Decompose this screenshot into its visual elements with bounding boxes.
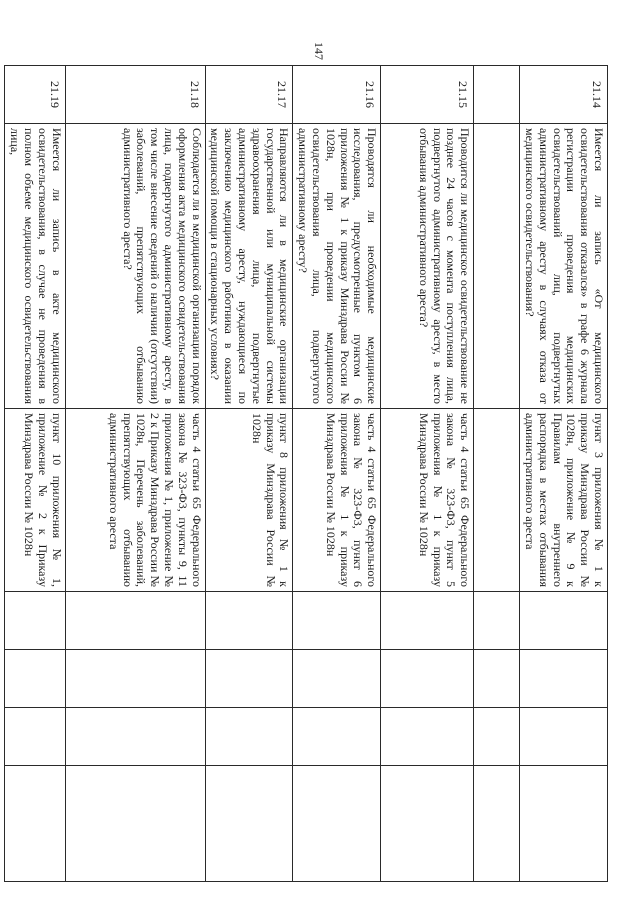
answer-cell — [520, 708, 608, 766]
empty-question-cell — [474, 124, 520, 409]
answer-cell — [293, 650, 381, 708]
reference-cell: часть 4 статьи 65 Федерального закона № 323-Ф3, пункт 5 приложения № 1 к приказу Минздрава России № 1028н — [381, 409, 474, 592]
note-cell — [520, 766, 608, 882]
reference-cell: пункт 3 приложения № 1 к приказу Минздрава России № 1028н, приложение № 9 к Правилам внутреннего распорядка в местах отбывания административного ареста — [520, 409, 608, 592]
table-row — [65, 66, 205, 882]
note-cell — [205, 766, 293, 882]
answer-cell — [5, 592, 65, 650]
answer-cell — [65, 708, 205, 766]
answer-cell — [293, 592, 381, 650]
reference-cell: часть 4 статьи 65 Федерального закона № 323-Ф3, пункты 9, 11 приложения № 1, приложение № 2 к Приказу Минздрава России № 1028н, Перечень заболеваний, препятствующих отбыванию административного ареста — [65, 409, 205, 592]
question-cell: Направляются ли в медицинские организации государственной или муниципальной системы здравоохранения лица, подвергнутые административному аресту, нуждающиеся по заключению медицинского работника в оказании медицинской помощи в стационарных условиях? — [205, 124, 293, 409]
checklist-table — [4, 65, 608, 882]
note-cell — [293, 766, 381, 882]
table-row — [520, 66, 608, 882]
question-cell: Имеется ли запись «От медицинского освидетельствования отказался» в графе 6 журнала регистрации проведения медицинских освидетельствований лиц, подвергнутых административному аресту в случаях отказа от медицинского освидетельствования? — [520, 124, 608, 409]
answer-cell — [474, 592, 520, 650]
table-row — [5, 66, 65, 882]
table-row — [474, 66, 520, 882]
item-number: 21.17 — [205, 66, 293, 124]
question-cell: Имеется ли запись в акте медицинского освидетельствования, в случае не проведения в полном объеме медицинского освидетельствования лица, — [5, 124, 65, 409]
answer-cell — [5, 708, 65, 766]
answer-cell — [474, 708, 520, 766]
item-number: 21.18 — [65, 66, 205, 124]
checklist-table-rotated — [8, 65, 608, 881]
answer-cell — [205, 650, 293, 708]
answer-cell — [381, 708, 474, 766]
table-row — [205, 66, 293, 882]
note-cell — [474, 766, 520, 882]
reference-cell: пункт 10 приложения № 1, приложение № 2 к Приказу Минздрава России № 1028н — [5, 409, 65, 592]
item-number: 21.14 — [520, 66, 608, 124]
note-cell — [65, 766, 205, 882]
reference-cell: пункт 8 приложения № 1 к приказу Минздрава России № 1028н — [205, 409, 293, 592]
table-row — [293, 66, 381, 882]
answer-cell — [474, 650, 520, 708]
question-cell: Соблюдается ли в медицинской организации порядок оформления акта медицинского освидетельствования лица, подвергнутого административному аресту, в том числе внесение сведений о наличии (отсутствии) заболеваний, препятствующих отбыванию административного ареста? — [65, 124, 205, 409]
answer-cell — [520, 592, 608, 650]
table-row — [381, 66, 474, 882]
empty-reference-cell — [474, 409, 520, 592]
item-number: 21.16 — [293, 66, 381, 124]
item-number: 21.15 — [381, 66, 474, 124]
answer-cell — [520, 650, 608, 708]
answer-cell — [65, 650, 205, 708]
answer-cell — [293, 708, 381, 766]
item-number: 21.19 — [5, 66, 65, 124]
answer-cell — [381, 650, 474, 708]
answer-cell — [5, 650, 65, 708]
note-cell — [5, 766, 65, 882]
empty-number-cell — [474, 66, 520, 124]
reference-cell: часть 4 статьи 65 Федерального закона № 323-Ф3, пункт 6 приложения № 1 к приказу Минздрава России № 1028н — [293, 409, 381, 592]
answer-cell — [381, 592, 474, 650]
question-cell: Проводится ли медицинское освидетельствование не позднее 24 часов с момента поступления лица, подвергнутого административному аресту, в место отбывания административного ареста? — [381, 124, 474, 409]
page-number: 147 — [312, 42, 326, 60]
answer-cell — [65, 592, 205, 650]
answer-cell — [205, 592, 293, 650]
answer-cell — [205, 708, 293, 766]
note-cell — [381, 766, 474, 882]
question-cell: Проводятся ли необходимые медицинские исследования, предусмотренные пунктом 6 приложения № 1 к приказу Минздрава России № 1028н, при проведении медицинского освидетельствования лица, подвергнутого административному аресту? — [293, 124, 381, 409]
